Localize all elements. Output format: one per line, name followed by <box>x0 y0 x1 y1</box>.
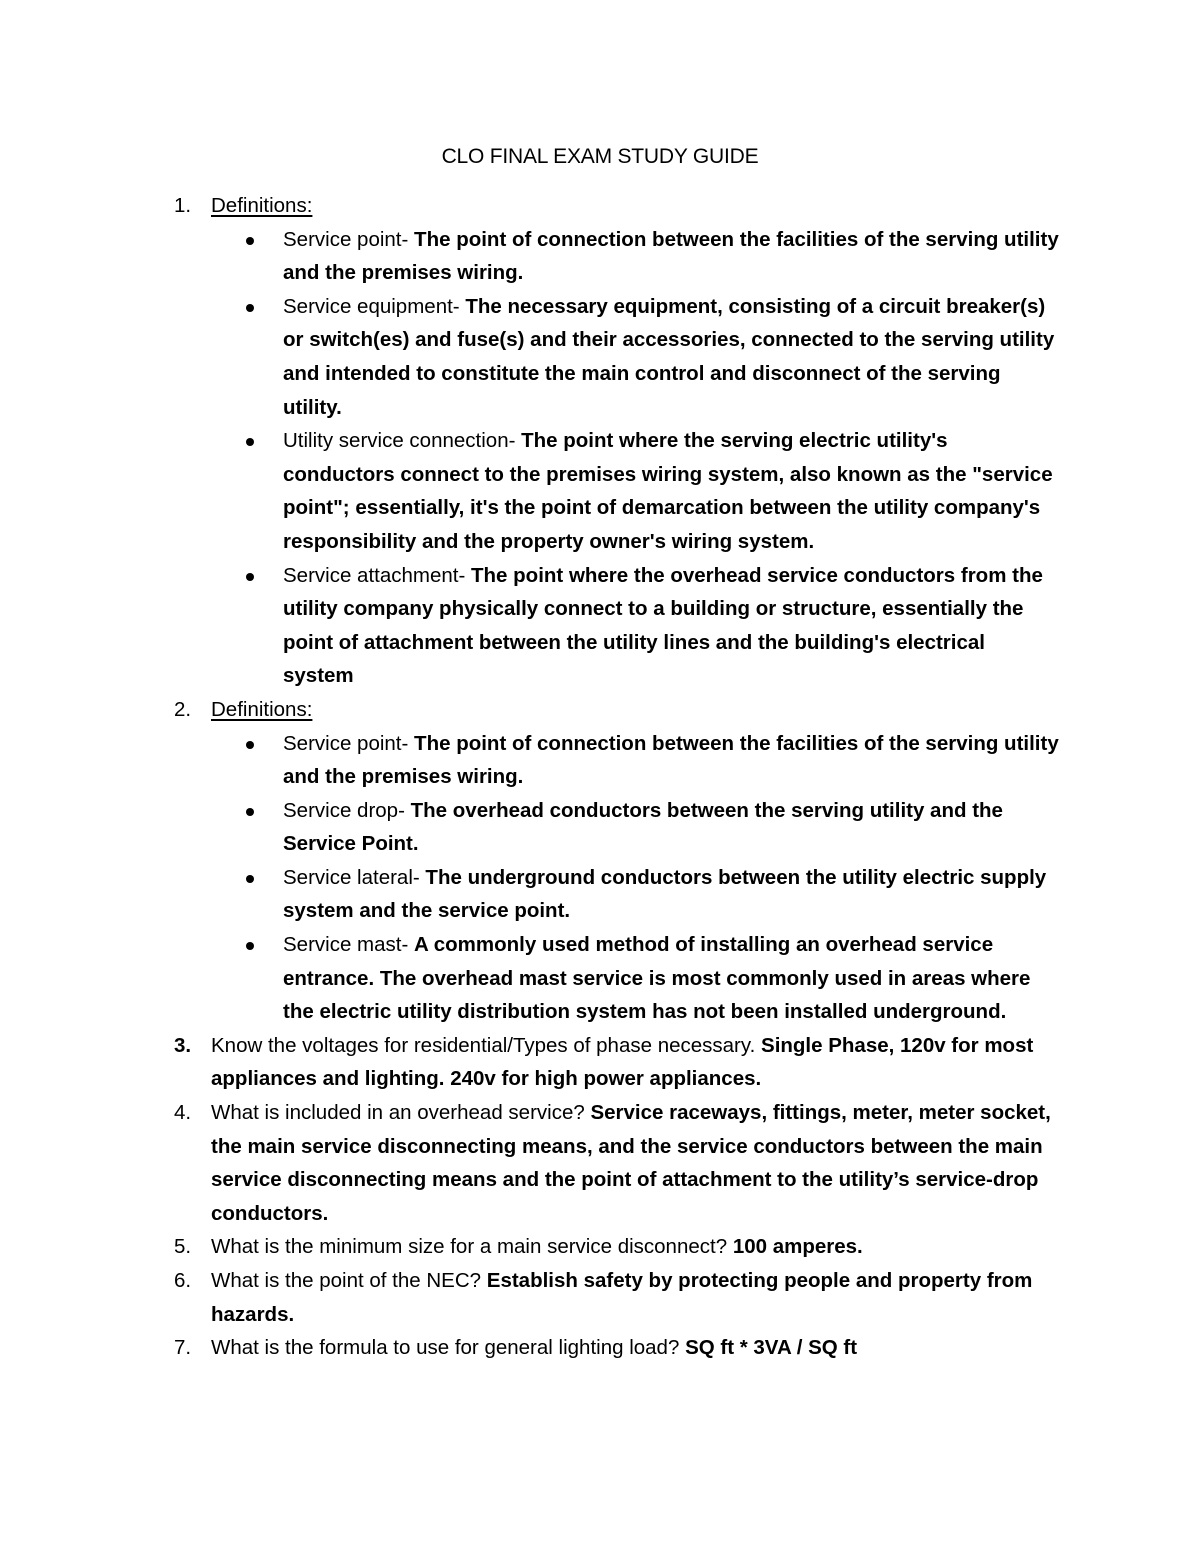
definition-text: The point of connection between the facilities of the serving utility and the premises wiring. <box>283 227 1059 285</box>
bullet-icon <box>246 741 254 749</box>
study-guide-list <box>0 189 1200 1365</box>
list-item-1 <box>0 189 1200 223</box>
definition-item <box>0 223 1200 290</box>
definition-term: Service equipment- <box>283 294 460 318</box>
definition-text: The overhead conductors between the serving utility and the Service Point. <box>283 798 1003 856</box>
bullet-icon <box>246 573 254 581</box>
definition-term: Service point- <box>283 227 409 251</box>
list-item-7 <box>0 1331 1200 1365</box>
question-text: What is the minimum size for a main service disconnect? <box>211 1235 728 1259</box>
definition-text: A commonly used method of installing an overhead service entrance. The overhead mast service is most commonly used in areas where the electric utility distribution system has not been installed underground. <box>283 933 1031 1024</box>
bullet-icon <box>246 808 254 816</box>
definition-item <box>0 424 1200 558</box>
document-title: CLO FINAL EXAM STUDY GUIDE <box>441 145 759 168</box>
bullet-icon <box>246 237 254 245</box>
definition-list-2 <box>0 727 1200 1029</box>
answer-text: Establish safety by protecting people and property from hazards. <box>211 1269 1033 1326</box>
definition-item <box>0 290 1200 424</box>
definition-term: Utility service connection- <box>283 429 516 453</box>
bullet-icon <box>246 304 254 312</box>
definition-text: The point of connection between the facilities of the serving utility and the premises wiring. <box>283 731 1059 789</box>
definition-term: Service lateral- <box>283 865 420 889</box>
item-number: 4. <box>174 1101 192 1125</box>
item-number: 2. <box>174 697 192 721</box>
definition-list-1 <box>0 223 1200 693</box>
bullet-icon <box>246 942 254 950</box>
list-item-6 <box>0 1264 1200 1331</box>
definition-term: Service drop- <box>283 798 405 822</box>
list-item-4 <box>0 1096 1200 1230</box>
item-number: 7. <box>174 1336 192 1360</box>
item-number: 6. <box>174 1269 192 1292</box>
definition-text: The necessary equipment, consisting of a circuit breaker(s) or switch(es) and fuse(s) and their accessories, connected to the serving utility and intended to constitute the main control and disconnect of the serving utility. <box>283 294 1055 419</box>
definition-term: Service point- <box>283 731 409 755</box>
list-item-2 <box>0 693 1200 727</box>
definition-item <box>0 861 1200 928</box>
definition-term: Service mast- <box>283 933 409 957</box>
item-number: 5. <box>174 1235 192 1259</box>
answer-text: Single Phase, 120v for most appliances and lighting. 240v for high power appliances. <box>211 1033 1034 1091</box>
item-number: 1. <box>174 194 192 217</box>
section-heading: Definitions: <box>211 194 313 217</box>
question-text: What is included in an overhead service? <box>211 1101 585 1125</box>
definition-term: Service attachment- <box>283 563 466 587</box>
question-text: Know the voltages for residential/Types of phase necessary. <box>211 1033 756 1057</box>
definition-text: The point where the overhead service conductors from the utility company physically connect to a building or structure, essentially the point of attachment between the utility lines and the building's electrical system <box>283 563 1043 688</box>
question-text: What is the formula to use for general lighting load? <box>211 1336 680 1360</box>
answer-text: 100 amperes. <box>732 1235 863 1259</box>
question-text: What is the point of the NEC? <box>211 1269 482 1292</box>
item-number: 3. <box>174 1033 192 1057</box>
answer-text: Service raceways, fittings, meter, meter socket, the main service disconnecting means, and the service conductors between the main service disconnecting means and the point of attachment to the utility’s service-drop conductors. <box>211 1101 1051 1225</box>
definition-item <box>0 559 1200 693</box>
list-item-3 <box>0 1029 1200 1096</box>
answer-text: SQ ft * 3VA / SQ ft <box>685 1336 858 1360</box>
bullet-icon <box>246 875 254 883</box>
list-item-5 <box>0 1230 1200 1264</box>
definition-item <box>0 928 1200 1029</box>
section-heading: Definitions: <box>211 697 313 721</box>
definition-item <box>0 727 1200 794</box>
definition-text: The point where the serving electric utility's conductors connect to the premises wiring system, also known as the "service point"; essentially, it's the point of demarcation between the utility company's responsibility and the property owner's wiring system. <box>283 429 1053 553</box>
definition-item <box>0 794 1200 861</box>
definition-text: The underground conductors between the utility electric supply system and the service point. <box>283 865 1047 923</box>
bullet-icon <box>246 438 254 446</box>
